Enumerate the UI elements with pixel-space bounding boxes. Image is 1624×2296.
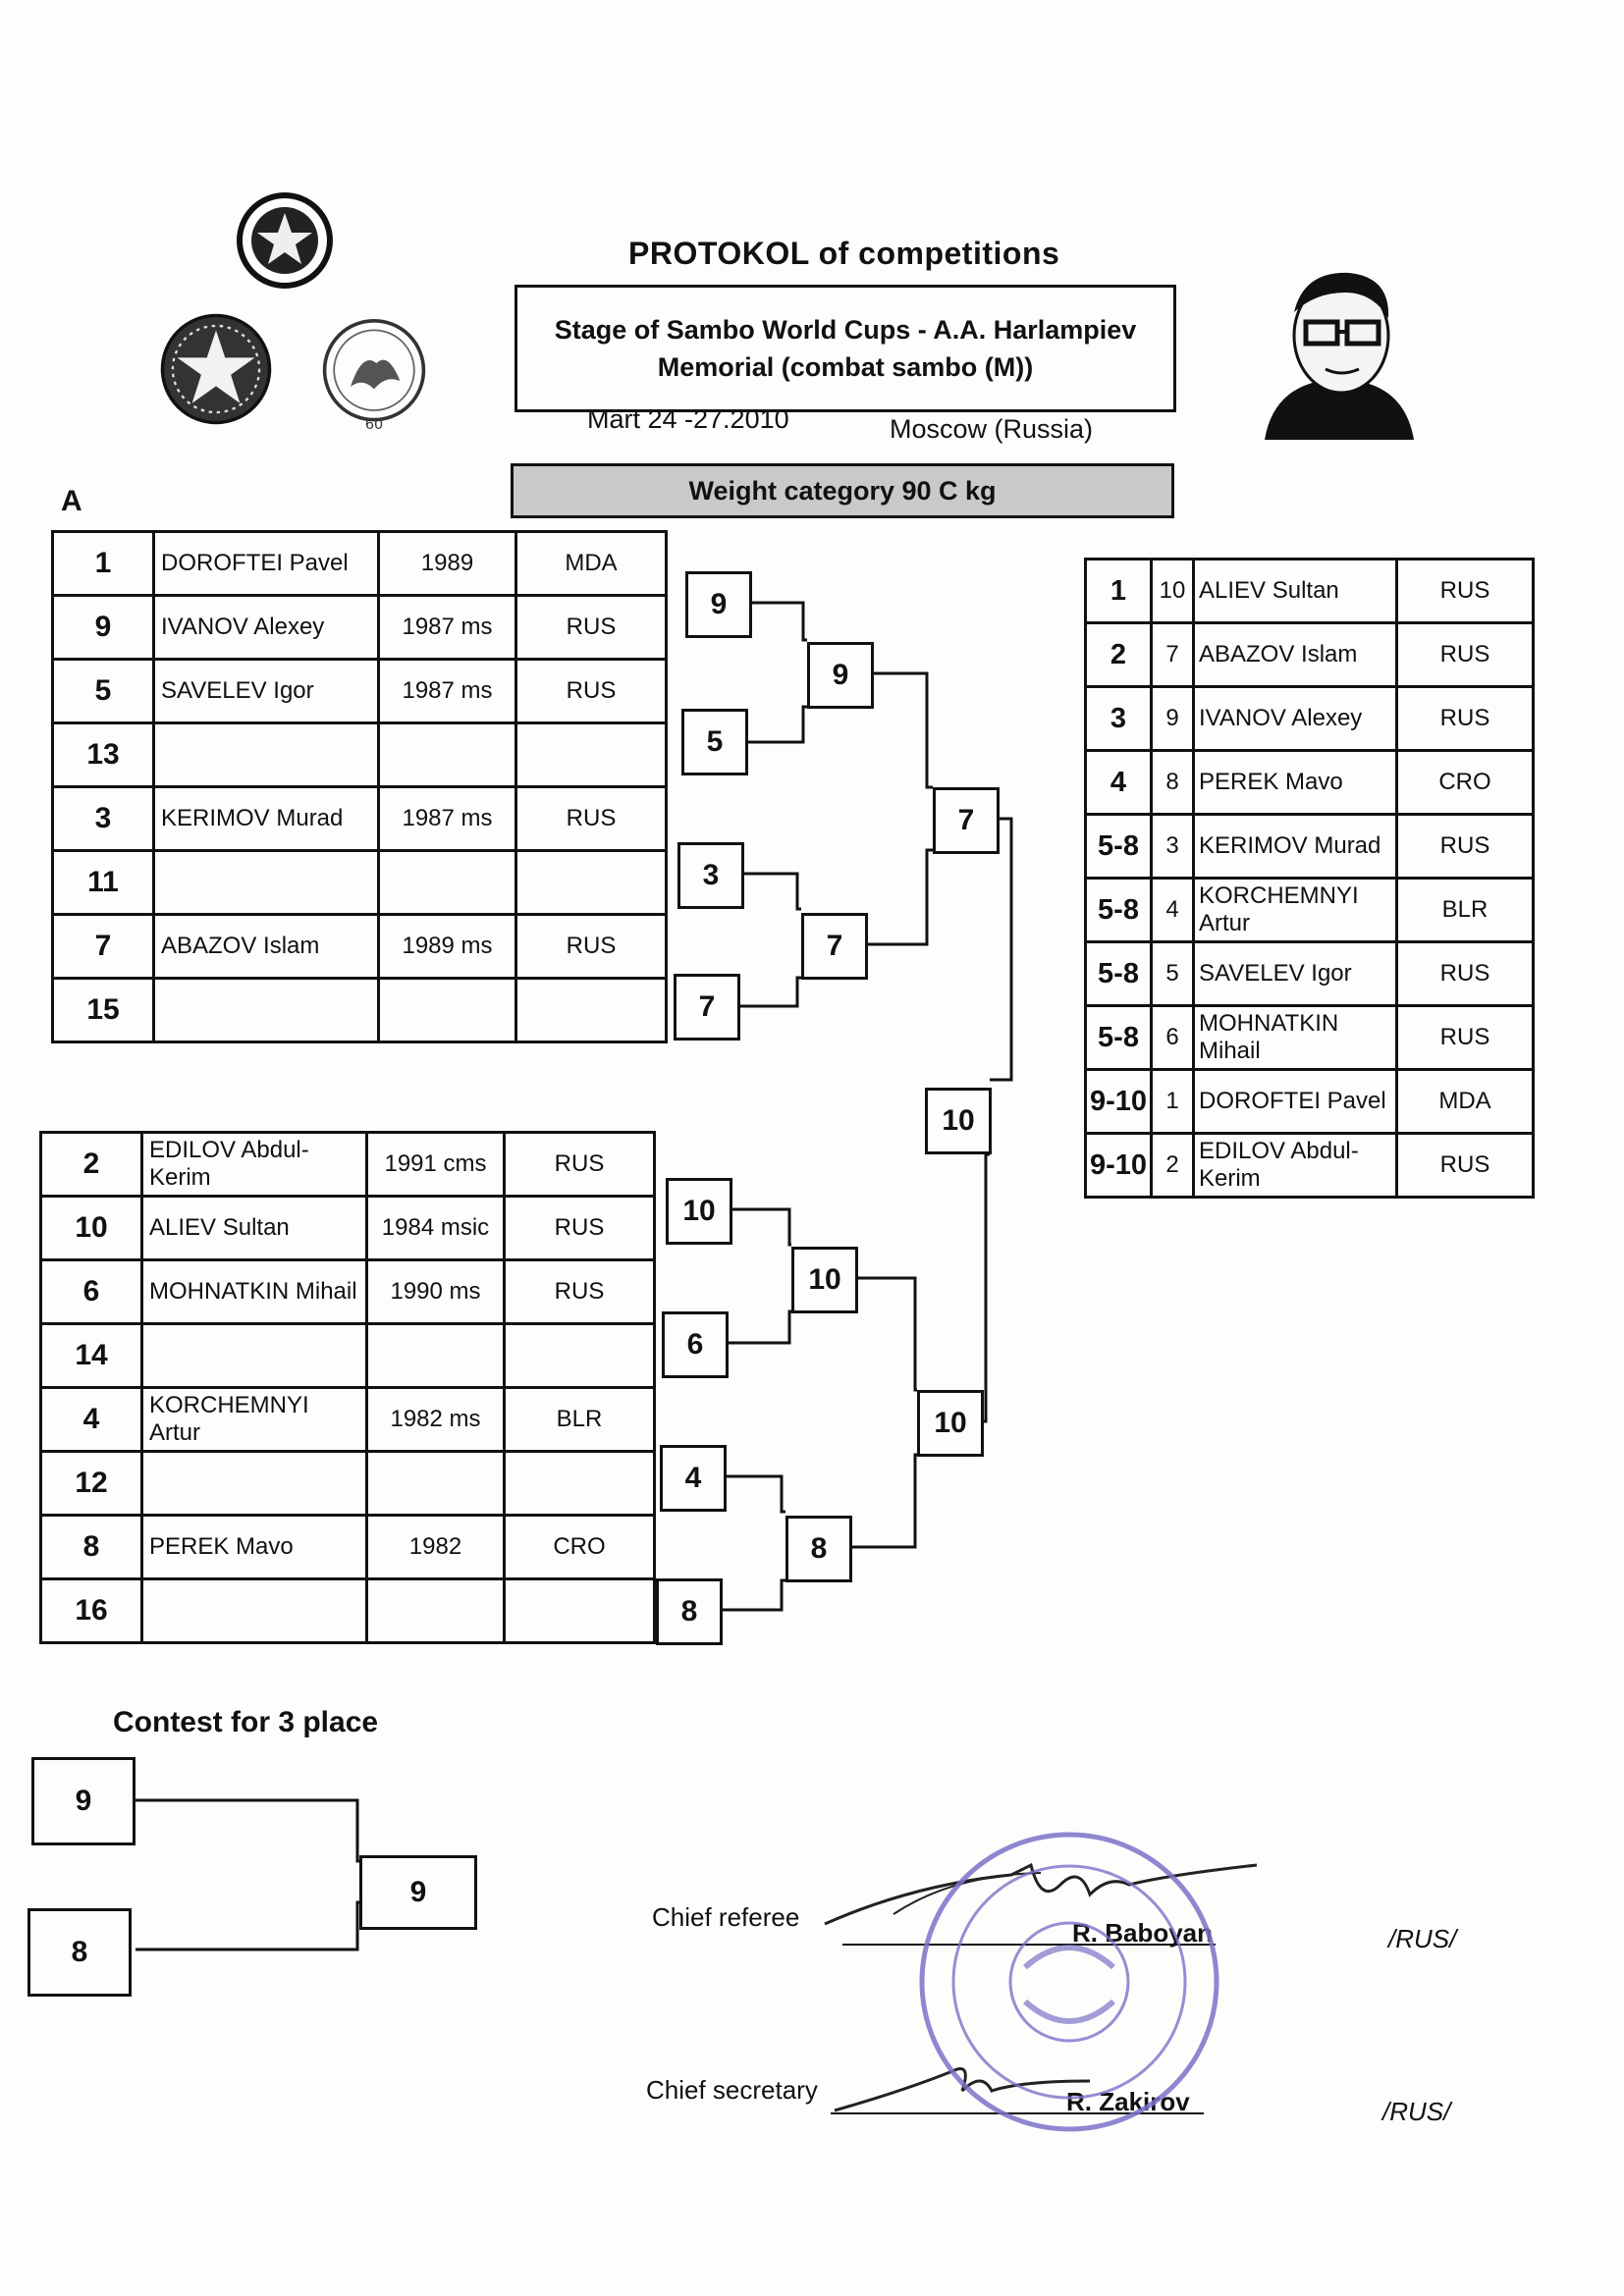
result-country: RUS	[1397, 942, 1534, 1006]
round1-winner-box: 10	[666, 1178, 732, 1245]
result-country: RUS	[1397, 815, 1534, 879]
result-country: CRO	[1397, 751, 1534, 815]
table-row	[53, 660, 667, 723]
table-row	[41, 1516, 655, 1579]
athlete-country: CRO	[505, 1516, 655, 1579]
third-place-title: Contest for 3 place	[113, 1706, 379, 1738]
table-row	[53, 979, 667, 1042]
athlete-name: MOHNATKIN Mihail	[142, 1260, 367, 1324]
draw-number: 13	[53, 723, 154, 787]
chief-referee-country: /RUS/	[1388, 1924, 1457, 1953]
table-row	[41, 1324, 655, 1388]
result-country: RUS	[1397, 1006, 1534, 1070]
semifinal-winner-box: 10	[917, 1390, 984, 1457]
result-place: 5-8	[1086, 815, 1152, 879]
stage-line-2: Memorial (combat sambo (M))	[657, 352, 1034, 382]
table-row	[1086, 560, 1534, 623]
draw-number: 5	[53, 660, 154, 723]
official-stamp	[907, 1820, 1231, 2144]
draw-number: 15	[53, 979, 154, 1042]
result-draw: 1	[1152, 1070, 1194, 1134]
athlete-name: IVANOV Alexey	[154, 596, 379, 660]
result-draw: 5	[1152, 942, 1194, 1006]
athlete-name: KORCHEMNYI Artur	[142, 1388, 367, 1452]
round1-winner-box: 5	[681, 709, 748, 775]
athlete-year: 1984 msic	[367, 1197, 505, 1260]
athlete-country	[516, 851, 667, 915]
athlete-country: RUS	[505, 1197, 655, 1260]
round1-winner-box: 7	[674, 974, 740, 1041]
result-name: KERIMOV Murad	[1194, 815, 1397, 879]
chief-secretary-name: R. Zakirov	[1066, 2087, 1190, 2116]
result-draw: 3	[1152, 815, 1194, 879]
draw-number: 12	[41, 1452, 142, 1516]
table-row	[53, 723, 667, 787]
athlete-country: MDA	[516, 532, 667, 596]
result-country: MDA	[1397, 1070, 1534, 1134]
chief-referee-name: R. Baboyan	[1072, 1918, 1214, 1948]
athlete-name	[142, 1452, 367, 1516]
athlete-name: DOROFTEI Pavel	[154, 532, 379, 596]
athlete-name: ALIEV Sultan	[142, 1197, 367, 1260]
athlete-year	[367, 1324, 505, 1388]
semifinal-winner-box: 7	[933, 787, 1000, 854]
athlete-year: 1989	[379, 532, 516, 596]
draw-number: 4	[41, 1388, 142, 1452]
athlete-year: 1990 ms	[367, 1260, 505, 1324]
athlete-country: RUS	[505, 1260, 655, 1324]
athlete-year	[367, 1452, 505, 1516]
athlete-country: RUS	[516, 787, 667, 851]
round1-winner-box: 6	[662, 1311, 729, 1378]
result-draw: 6	[1152, 1006, 1194, 1070]
draw-number: 2	[41, 1133, 142, 1197]
result-place: 5-8	[1086, 942, 1152, 1006]
group-top-table	[51, 530, 668, 1043]
athlete-year	[379, 723, 516, 787]
chief-referee-label: Chief referee	[652, 1902, 800, 1932]
athlete-name	[142, 1324, 367, 1388]
draw-number: 1	[53, 532, 154, 596]
result-name: SAVELEV Igor	[1194, 942, 1397, 1006]
athlete-year: 1987 ms	[379, 787, 516, 851]
athlete-country: BLR	[505, 1388, 655, 1452]
draw-number: 6	[41, 1260, 142, 1324]
table-row	[1086, 942, 1534, 1006]
athlete-country: RUS	[516, 660, 667, 723]
round1-winner-box: 3	[677, 842, 744, 909]
athlete-name: SAVELEV Igor	[154, 660, 379, 723]
draw-number: 14	[41, 1324, 142, 1388]
group-bottom-table	[39, 1131, 656, 1644]
round2-winner-box: 9	[807, 642, 874, 709]
table-row	[41, 1197, 655, 1260]
round2-winner-box: 7	[801, 913, 868, 980]
result-draw: 8	[1152, 751, 1194, 815]
table-row	[41, 1388, 655, 1452]
draw-number: 11	[53, 851, 154, 915]
result-place: 9-10	[1086, 1070, 1152, 1134]
group-label: A	[61, 485, 82, 517]
draw-number: 16	[41, 1579, 142, 1643]
athlete-year	[367, 1579, 505, 1643]
third-place-competitor-b: 8	[27, 1908, 132, 1997]
table-row	[53, 787, 667, 851]
table-row	[1086, 815, 1534, 879]
result-draw: 10	[1152, 560, 1194, 623]
final-winner-box: 10	[925, 1088, 992, 1154]
event-date: Mart 24 -27.2010	[587, 404, 789, 434]
athlete-year: 1987 ms	[379, 660, 516, 723]
athlete-year	[379, 979, 516, 1042]
stage-line-1: Stage of Sambo World Cups - A.A. Harlampiev	[554, 315, 1137, 345]
athlete-year	[379, 851, 516, 915]
result-country: RUS	[1397, 1134, 1534, 1198]
round1-winner-box: 4	[660, 1445, 727, 1512]
athlete-country	[505, 1324, 655, 1388]
athlete-name: PEREK Mavo	[142, 1516, 367, 1579]
table-row	[53, 596, 667, 660]
result-country: BLR	[1397, 879, 1534, 942]
athlete-country	[505, 1579, 655, 1643]
athlete-country	[516, 979, 667, 1042]
athlete-name	[154, 979, 379, 1042]
event-city: Moscow (Russia)	[890, 414, 1094, 444]
athlete-country: RUS	[516, 915, 667, 979]
athlete-name	[154, 723, 379, 787]
table-row	[1086, 687, 1534, 751]
athlete-country: RUS	[505, 1133, 655, 1197]
table-row	[41, 1452, 655, 1516]
result-name: KORCHEMNYI Artur	[1194, 879, 1397, 942]
third-place-winner-box: 9	[359, 1855, 477, 1930]
result-place: 3	[1086, 687, 1152, 751]
draw-number: 3	[53, 787, 154, 851]
table-row	[1086, 1006, 1534, 1070]
result-country: RUS	[1397, 687, 1534, 751]
result-place: 2	[1086, 623, 1152, 687]
table-row	[53, 915, 667, 979]
table-row	[41, 1579, 655, 1643]
round2-winner-box: 8	[785, 1516, 852, 1582]
page-title: PROTOKOL of competitions	[628, 236, 1060, 271]
table-row	[1086, 751, 1534, 815]
athlete-name	[142, 1579, 367, 1643]
chief-secretary-country: /RUS/	[1382, 2097, 1451, 2126]
result-country: RUS	[1397, 560, 1534, 623]
table-row	[1086, 623, 1534, 687]
result-draw: 7	[1152, 623, 1194, 687]
result-name: EDILOV Abdul-Kerim	[1194, 1134, 1397, 1198]
round1-winner-box: 9	[685, 571, 752, 638]
athlete-country: RUS	[516, 596, 667, 660]
round2-winner-box: 10	[791, 1247, 858, 1313]
table-row	[53, 851, 667, 915]
result-draw: 4	[1152, 879, 1194, 942]
draw-number: 7	[53, 915, 154, 979]
chief-secretary-label: Chief secretary	[646, 2075, 818, 2105]
result-name: PEREK Mavo	[1194, 751, 1397, 815]
result-country: RUS	[1397, 623, 1534, 687]
table-row	[41, 1260, 655, 1324]
svg-text:60: 60	[364, 417, 384, 434]
athlete-country	[505, 1452, 655, 1516]
result-name: ALIEV Sultan	[1194, 560, 1397, 623]
athlete-name: EDILOV Abdul-Kerim	[142, 1133, 367, 1197]
table-row	[41, 1133, 655, 1197]
result-name: ABAZOV Islam	[1194, 623, 1397, 687]
result-place: 1	[1086, 560, 1152, 623]
round1-winner-box: 8	[656, 1578, 723, 1645]
athlete-year: 1982	[367, 1516, 505, 1579]
result-name: MOHNATKIN Mihail	[1194, 1006, 1397, 1070]
draw-number: 10	[41, 1197, 142, 1260]
third-place-competitor-a: 9	[31, 1757, 135, 1845]
result-name: IVANOV Alexey	[1194, 687, 1397, 751]
athlete-name: ABAZOV Islam	[154, 915, 379, 979]
athlete-name: KERIMOV Murad	[154, 787, 379, 851]
draw-number: 9	[53, 596, 154, 660]
table-row	[53, 532, 667, 596]
result-place: 5-8	[1086, 879, 1152, 942]
table-row	[1086, 1134, 1534, 1198]
result-place: 9-10	[1086, 1134, 1152, 1198]
result-draw: 9	[1152, 687, 1194, 751]
athlete-country	[516, 723, 667, 787]
result-place: 5-8	[1086, 1006, 1152, 1070]
result-place: 4	[1086, 751, 1152, 815]
athlete-year: 1989 ms	[379, 915, 516, 979]
athlete-year: 1982 ms	[367, 1388, 505, 1452]
athlete-year: 1987 ms	[379, 596, 516, 660]
athlete-name	[154, 851, 379, 915]
table-row	[1086, 1070, 1534, 1134]
athlete-year: 1991 cms	[367, 1133, 505, 1197]
result-name: DOROFTEI Pavel	[1194, 1070, 1397, 1134]
draw-number: 8	[41, 1516, 142, 1579]
results-table	[1084, 558, 1535, 1199]
result-draw: 2	[1152, 1134, 1194, 1198]
weight-category: Weight category 90 C kg	[511, 463, 1174, 518]
table-row	[1086, 879, 1534, 942]
